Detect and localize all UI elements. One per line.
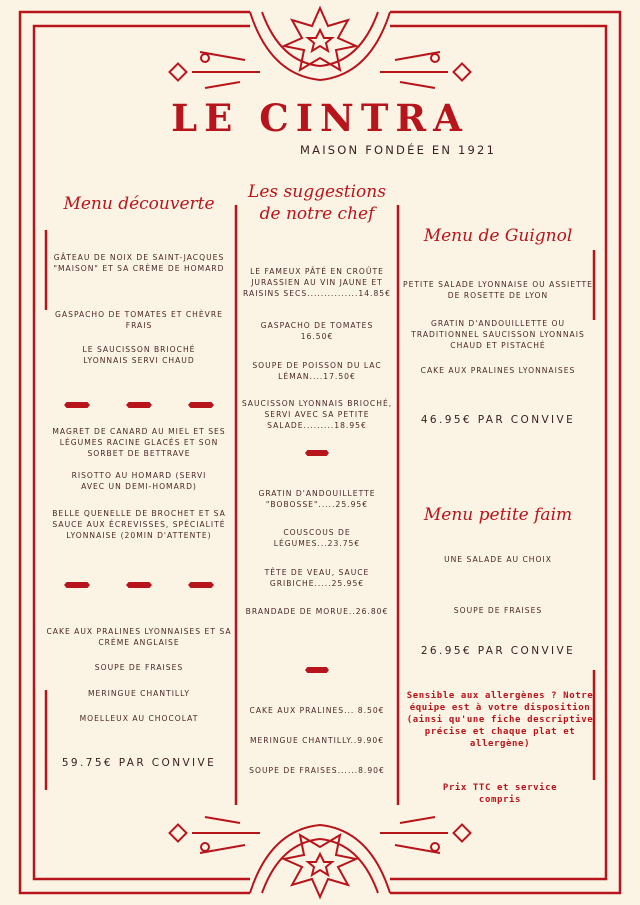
- restaurant-name: LE CINTRA: [171, 96, 469, 140]
- list-item: MOELLEUX AU CHOCOLAT: [79, 714, 199, 723]
- allergen-notice: Sensible aux allergènes ? Notre équipe est à votre disposition (ainsi qu'une fiche descriptive précise et chaque plat et allergène): [406, 691, 594, 749]
- list-item: MERINGUE CHANTILLY: [87, 689, 191, 698]
- section-divider: [238, 667, 396, 673]
- list-item: BELLE QUENELLE DE BROCHET ET SA SAUCE AUX ÉCREVISSES, SPÉCIALITÉ LYONNAISE (20MIN D'ATTENTE): [52, 509, 226, 540]
- list-item: GASPACHO DE TOMATES 16.50€: [260, 321, 374, 341]
- list-item: UNE SALADE AU CHOIX: [444, 555, 552, 564]
- list-item: MAGRET DE CANARD AU MIEL ET SES LÉGUMES RACINE GLACÉS ET SON SORBET DE BETTRAVE: [52, 427, 226, 458]
- list-item: TÊTE DE VEAU, SAUCE GRIBICHE.....25.95€: [264, 568, 370, 588]
- list-item: SOUPE DE FRAISES: [94, 663, 184, 672]
- list-item: CAKE AUX PRALINES LYONNAISES: [420, 366, 576, 375]
- menu-petite-faim-heading: Menu petite faim: [423, 505, 573, 525]
- chef-suggestions-heading-line1: Les suggestions: [248, 182, 386, 202]
- list-item: RISOTTO AU HOMARD (SERVI AVEC UN DEMI-HOMARD): [71, 471, 207, 491]
- list-item: SOUPE DE FRAISES: [453, 606, 543, 615]
- menu-guignol-heading: Menu de Guignol: [423, 226, 573, 246]
- list-item: LE FAMEUX PÂTÉ EN CROÛTE JURASSIEN AU VIN JAUNE ET RAISINS SECS...............14.85€: [243, 267, 391, 298]
- list-item: GÂTEAU DE NOIX DE SAINT-JACQUES "MAISON" ET SA CRÈME DE HOMARD: [53, 253, 225, 273]
- list-item: MERINGUE CHANTILLY..9.90€: [249, 736, 385, 745]
- founded-subtitle: MAISON FONDÉE EN 1921: [300, 143, 497, 157]
- menu-decouverte-heading: Menu découverte: [63, 194, 215, 214]
- list-item: GRATIN D'ANDOUILLETTE "BOBOSSE".....25.95€: [258, 489, 376, 509]
- list-item: PETITE SALADE LYONNAISE OU ASSIETTE DE ROSETTE DE LYON: [403, 280, 593, 300]
- menu-guignol: [400, 226, 596, 456]
- tax-notice: Prix TTC et service compris: [442, 783, 558, 805]
- chef-suggestions: [238, 182, 396, 782]
- section-divider: [46, 402, 232, 408]
- list-item: GASPACHO DE TOMATES ET CHÈVRE FRAIS: [55, 310, 223, 330]
- menu-decouverte: [46, 194, 232, 794]
- menu-decouverte-price: 59.75€ PAR CONVIVE: [61, 757, 217, 769]
- list-item: BRANDADE DE MORUE..26.80€: [245, 607, 389, 616]
- menu-petite-faim: [400, 505, 596, 665]
- list-item: SOUPE DE POISSON DU LAC LÉMAN....17.50€: [252, 361, 382, 381]
- list-item: COUSCOUS DE LÉGUMES...23.75€: [273, 528, 361, 548]
- notes: [402, 690, 598, 810]
- list-item: SOUPE DE FRAISES......8.90€: [249, 766, 385, 775]
- chef-suggestions-heading-line2: de notre chef: [259, 204, 375, 224]
- section-divider: [238, 450, 396, 456]
- list-item: SAUCISSON LYONNAIS BRIOCHÉ, SERVI AVEC SA PETITE SALADE.........18.95€: [241, 399, 393, 430]
- list-item: LE SAUCISSON BRIOCHÉ LYONNAIS SERVI CHAUD: [82, 345, 196, 365]
- menu-guignol-price: 46.95€ PAR CONVIVE: [420, 414, 576, 426]
- list-item: CAKE AUX PRALINES LYONNAISES ET SA CRÈME ANGLAISE: [46, 627, 232, 647]
- list-item: GRATIN D'ANDOUILLETTE OU TRADITIONNEL SAUCISSON LYONNAIS CHAUD ET PISTACHÉ: [411, 319, 585, 350]
- section-divider: [46, 582, 232, 588]
- list-item: CAKE AUX PRALINES... 8.50€: [249, 706, 385, 715]
- menu-petite-faim-price: 26.95€ PAR CONVIVE: [420, 645, 576, 657]
